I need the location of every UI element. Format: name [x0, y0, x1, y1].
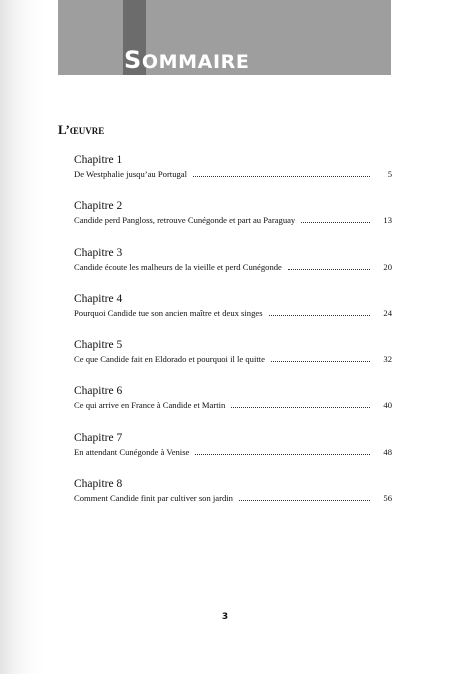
chapter-label: Chapitre 6 [74, 385, 123, 398]
page-ref: 24 [383, 307, 392, 318]
page-ref: 32 [383, 354, 392, 365]
chapter-title: Candide perd Pangloss, retrouve Cunégonde et part au Paraguay [74, 215, 296, 226]
chapter-line [74, 447, 392, 458]
chapter-title: Comment Candide finit par cultiver son jardin [74, 493, 233, 504]
page-ref: 48 [383, 446, 392, 457]
chapter-title: De Westphalie jusqu’au Portugal [74, 169, 187, 179]
dot-leader [301, 222, 370, 223]
page-title-initial: S [124, 46, 142, 74]
page-ref: 56 [383, 493, 392, 504]
chapter-title: Pourquoi Candide tue son ancien maître et deux singes [74, 307, 263, 318]
page-ref: 40 [383, 400, 392, 411]
toc-entry [74, 293, 392, 339]
toc-entry [74, 339, 392, 385]
chapter-line [74, 215, 392, 226]
chapter-title: Candide écoute les malheurs de la vieille et perd Cunégonde [74, 261, 282, 272]
chapter-line [74, 262, 392, 273]
dot-leader [271, 361, 370, 362]
chapter-line [74, 493, 392, 504]
toc-entry [74, 247, 392, 293]
chapter-title: Ce que Candide fait en Eldorado et pourquoi il le quitte [74, 354, 265, 365]
chapter-label: Chapitre 2 [74, 200, 123, 213]
chapter-line [74, 308, 392, 319]
chapter-label: Chapitre 5 [74, 339, 123, 352]
dot-leader [288, 269, 370, 270]
chapter-title: Ce qui arrive en France à Candide et Martin [74, 400, 226, 411]
dot-leader [269, 315, 370, 316]
toc-entry [74, 200, 392, 246]
toc-entry [74, 432, 392, 478]
section-title: L’œuvre [58, 122, 105, 137]
table-of-contents [74, 154, 392, 524]
chapter-label: Chapitre 3 [74, 246, 123, 259]
dot-leader [231, 407, 370, 408]
page-ref: 13 [383, 215, 392, 226]
dot-leader [193, 176, 370, 177]
chapter-label: Chapitre 7 [74, 431, 123, 444]
chapter-line [74, 400, 392, 411]
dot-leader [239, 500, 370, 501]
toc-entry [74, 385, 392, 431]
chapter-line [74, 354, 392, 365]
chapter-title: En attendant Cunégonde à Venise [74, 446, 190, 457]
page-ref: 5 [387, 169, 392, 179]
chapter-label: Chapitre 1 [74, 154, 123, 166]
chapter-label: Chapitre 4 [74, 292, 123, 305]
toc-entry [74, 154, 392, 200]
toc-entry [74, 478, 392, 524]
dot-leader [195, 454, 370, 455]
page-title-rest: OMMAIRE [141, 51, 250, 73]
chapter-label: Chapitre 8 [74, 478, 123, 491]
page-title [124, 48, 249, 72]
page-ref: 20 [383, 261, 392, 272]
chapter-line [74, 169, 392, 180]
page-number: 3 [221, 612, 229, 622]
